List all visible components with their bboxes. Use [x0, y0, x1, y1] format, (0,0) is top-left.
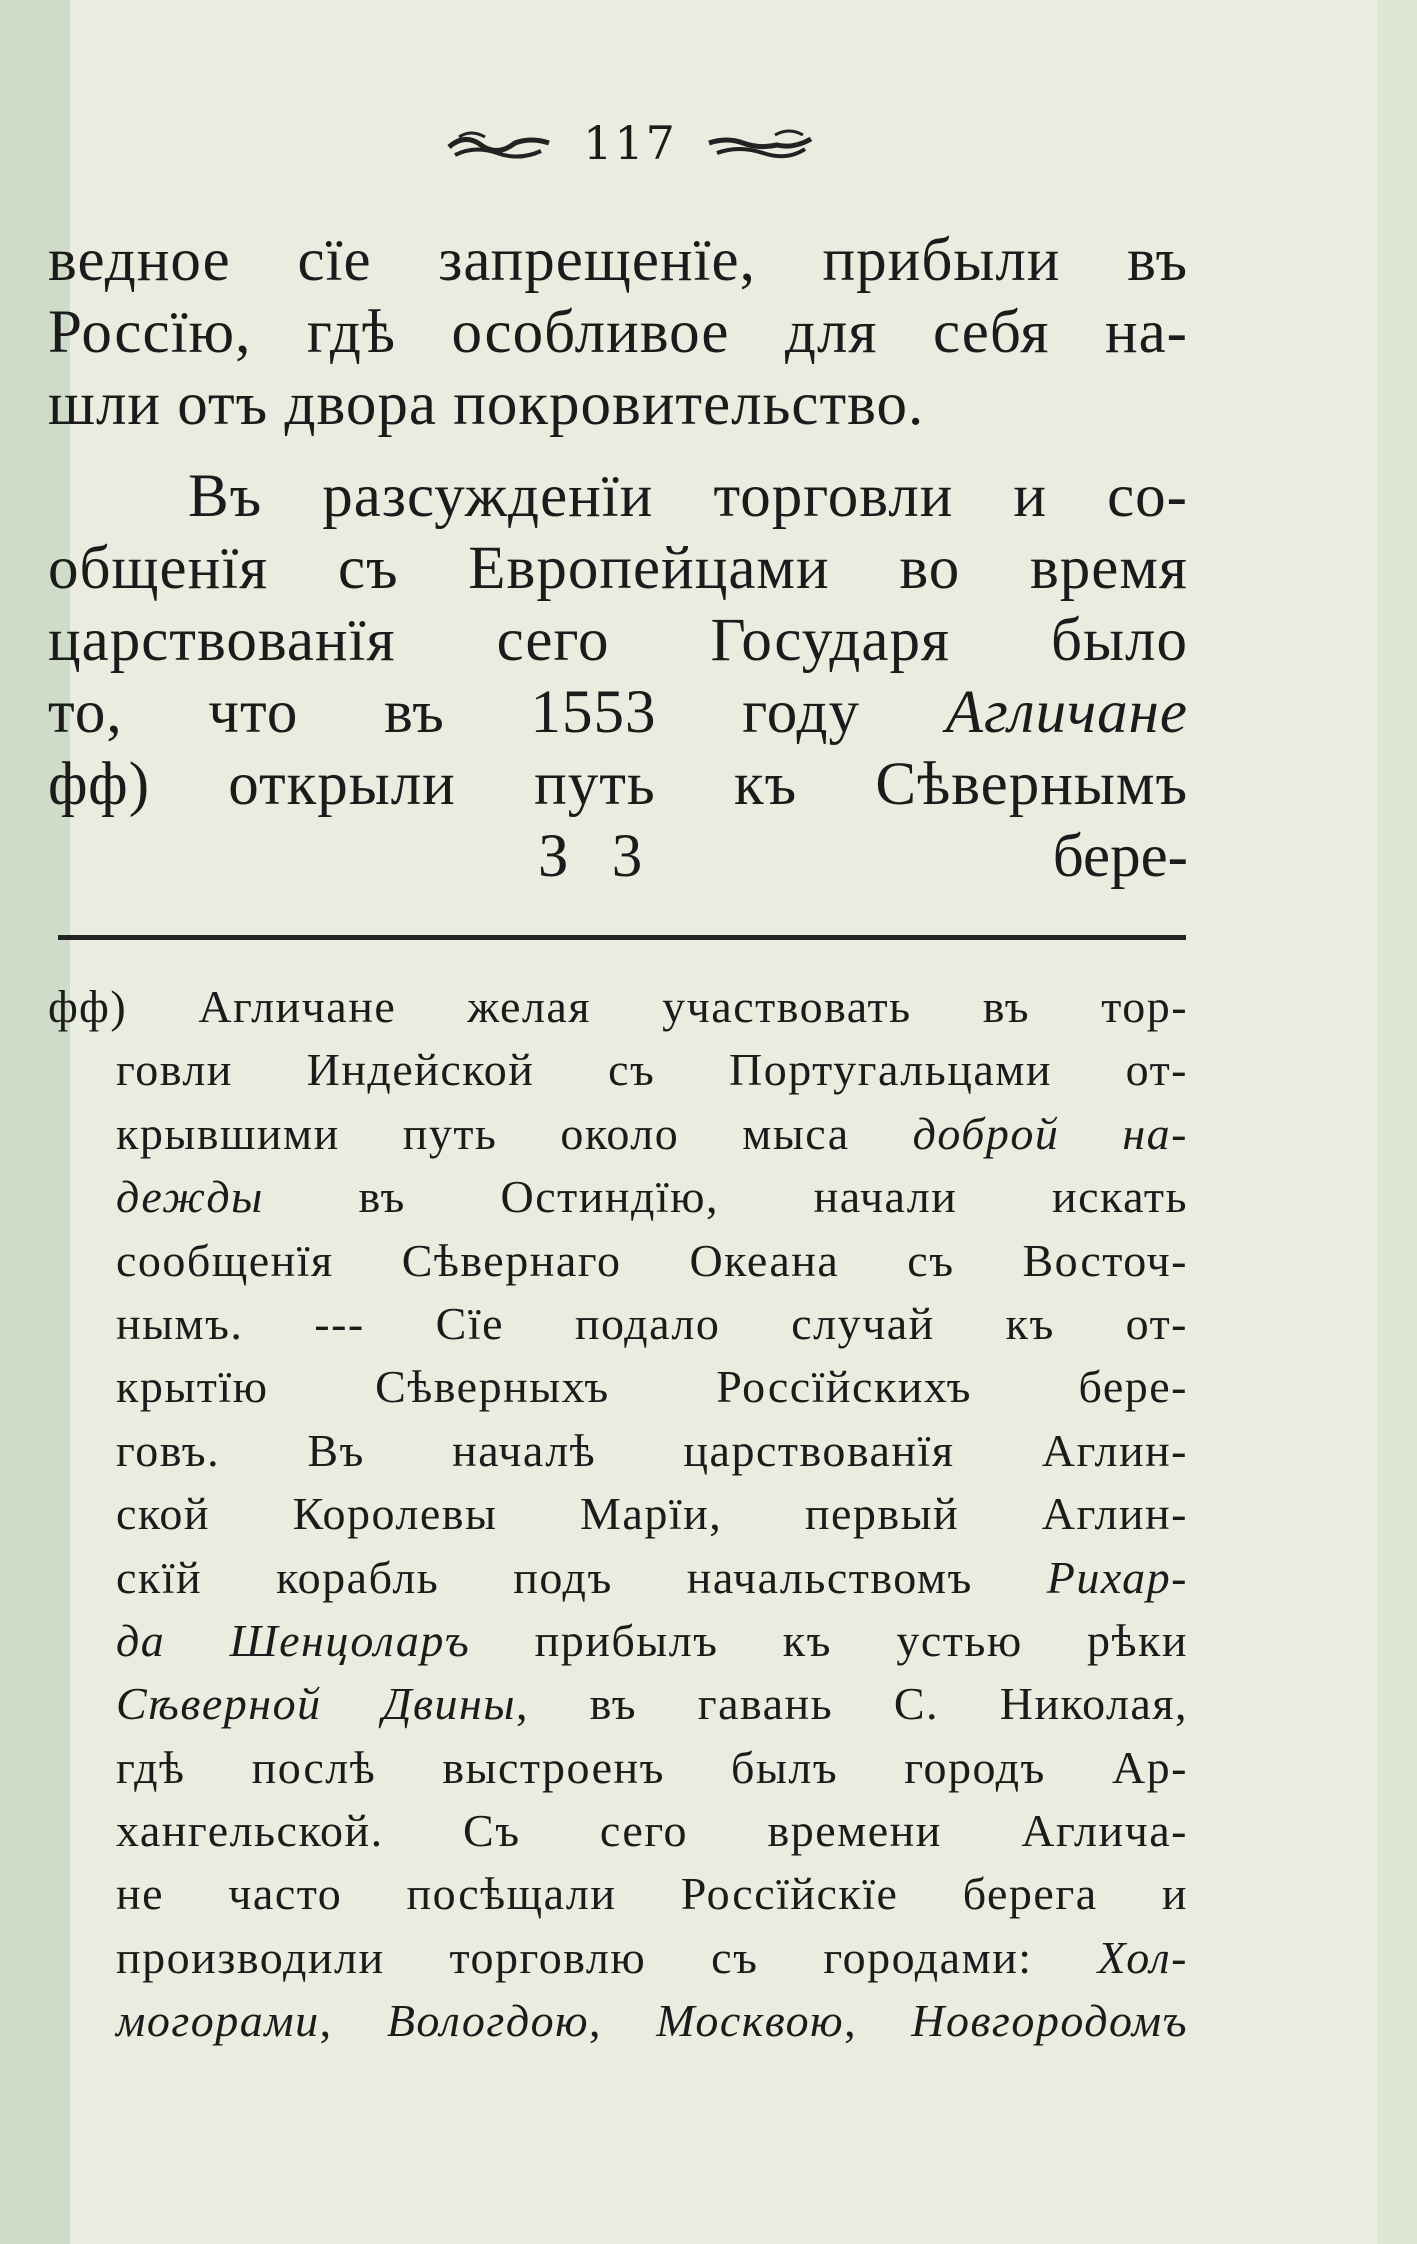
- text-span: прибылъ къ устью рѣки: [470, 1614, 1188, 1666]
- italic-name: Новгородомъ: [911, 1995, 1189, 2047]
- text-span: ,: [319, 1995, 387, 2047]
- footnote-marker: фф): [48, 981, 128, 1032]
- italic-name: Москвою: [656, 1995, 845, 2047]
- footnote-line: [48, 1609, 1188, 1672]
- text-line: шли отъ двора покровительство.: [48, 371, 925, 438]
- right-ornament-icon: [705, 125, 815, 161]
- footnote-line: сообщенїя Сѣвернаго Океана съ Восточ-: [116, 1234, 1188, 1286]
- italic-name: да Шенцоларъ: [116, 1614, 471, 1666]
- footnote-line: крытїю Сѣверныхъ Россїйскихъ бере-: [116, 1361, 1188, 1413]
- italic-phrase: дежды: [116, 1171, 264, 1223]
- footnote-line: [48, 1926, 1188, 1989]
- italic-name: Сѣверной Двины: [116, 1678, 516, 1730]
- italic-name: Рихар-: [1046, 1551, 1188, 1603]
- footnote-line: ской Королевы Марїи, первый Аглин-: [116, 1488, 1188, 1540]
- footnote-line: [48, 1989, 1188, 2052]
- page-edge: [1377, 0, 1417, 2244]
- text-line: царствованїя сего Государя было: [48, 607, 1188, 674]
- footnote-line: не часто посѣщали Россїйскїе берега и: [116, 1868, 1188, 1920]
- text-span: производили торговлю съ городами:: [116, 1931, 1098, 1983]
- text-span: крывшими путь около мыса: [116, 1107, 913, 1159]
- text-line: фф) открыли путь къ Сѣвернымъ: [48, 751, 1188, 818]
- text-line: Россїю, гдѣ особливое для себя на-: [48, 299, 1188, 366]
- text-line: Въ разсужденїи торговли и со-: [188, 463, 1188, 530]
- text-span: ,: [844, 1995, 912, 2047]
- italic-name: Хол-: [1097, 1931, 1188, 1983]
- footnote-line: говъ. Въ началѣ царствованїя Аглин-: [116, 1424, 1188, 1476]
- left-ornament-icon: [445, 125, 555, 161]
- footnote-line: [48, 1102, 1188, 1165]
- text-span: , въ гавань С. Николая,: [515, 1678, 1188, 1730]
- italic-name: Агличане: [945, 679, 1189, 746]
- footnote-divider: [58, 935, 1186, 940]
- footnote-line: [48, 1546, 1188, 1609]
- italic-phrase: доброй на-: [912, 1107, 1188, 1159]
- page-header: [440, 108, 820, 178]
- footnote: [48, 975, 1188, 2053]
- footnote-line: [48, 1672, 1188, 1735]
- footnote-line: [48, 1165, 1188, 1228]
- footnote-line: гдѣ послѣ выстроенъ былъ городъ Ар-: [116, 1741, 1188, 1793]
- text-line: общенїя съ Европейцами во время: [48, 535, 1188, 602]
- signature-line: [48, 821, 1188, 893]
- text-line: [48, 677, 1188, 749]
- text-span: скїй корабль подъ начальствомъ: [116, 1551, 1047, 1603]
- footnote-line: говли Индейской съ Португальцами от-: [116, 1044, 1188, 1096]
- signature-mark: З 3: [538, 823, 657, 890]
- text-span: Агличане желая участвовать въ тор-: [198, 981, 1189, 1032]
- page-number: 117: [583, 116, 677, 170]
- italic-name: Вологдою: [386, 1995, 590, 2047]
- text-line: ведное сїе запрещенїе, прибыли въ: [48, 227, 1188, 294]
- text-span: въ Остиндїю, начали искать: [263, 1171, 1188, 1223]
- catchword: бере-: [1052, 823, 1188, 890]
- footnote-line: [48, 975, 1188, 1038]
- text-span: то, что въ 1553 году: [48, 679, 861, 746]
- footnote-line: нымъ. --- Сїе подало случай къ от-: [116, 1297, 1188, 1349]
- text-span: ,: [589, 1995, 657, 2047]
- italic-name: могорами: [116, 1995, 320, 2047]
- main-text: [48, 225, 1188, 893]
- footnote-line: хангельской. Съ сего времени Аглича-: [116, 1805, 1188, 1857]
